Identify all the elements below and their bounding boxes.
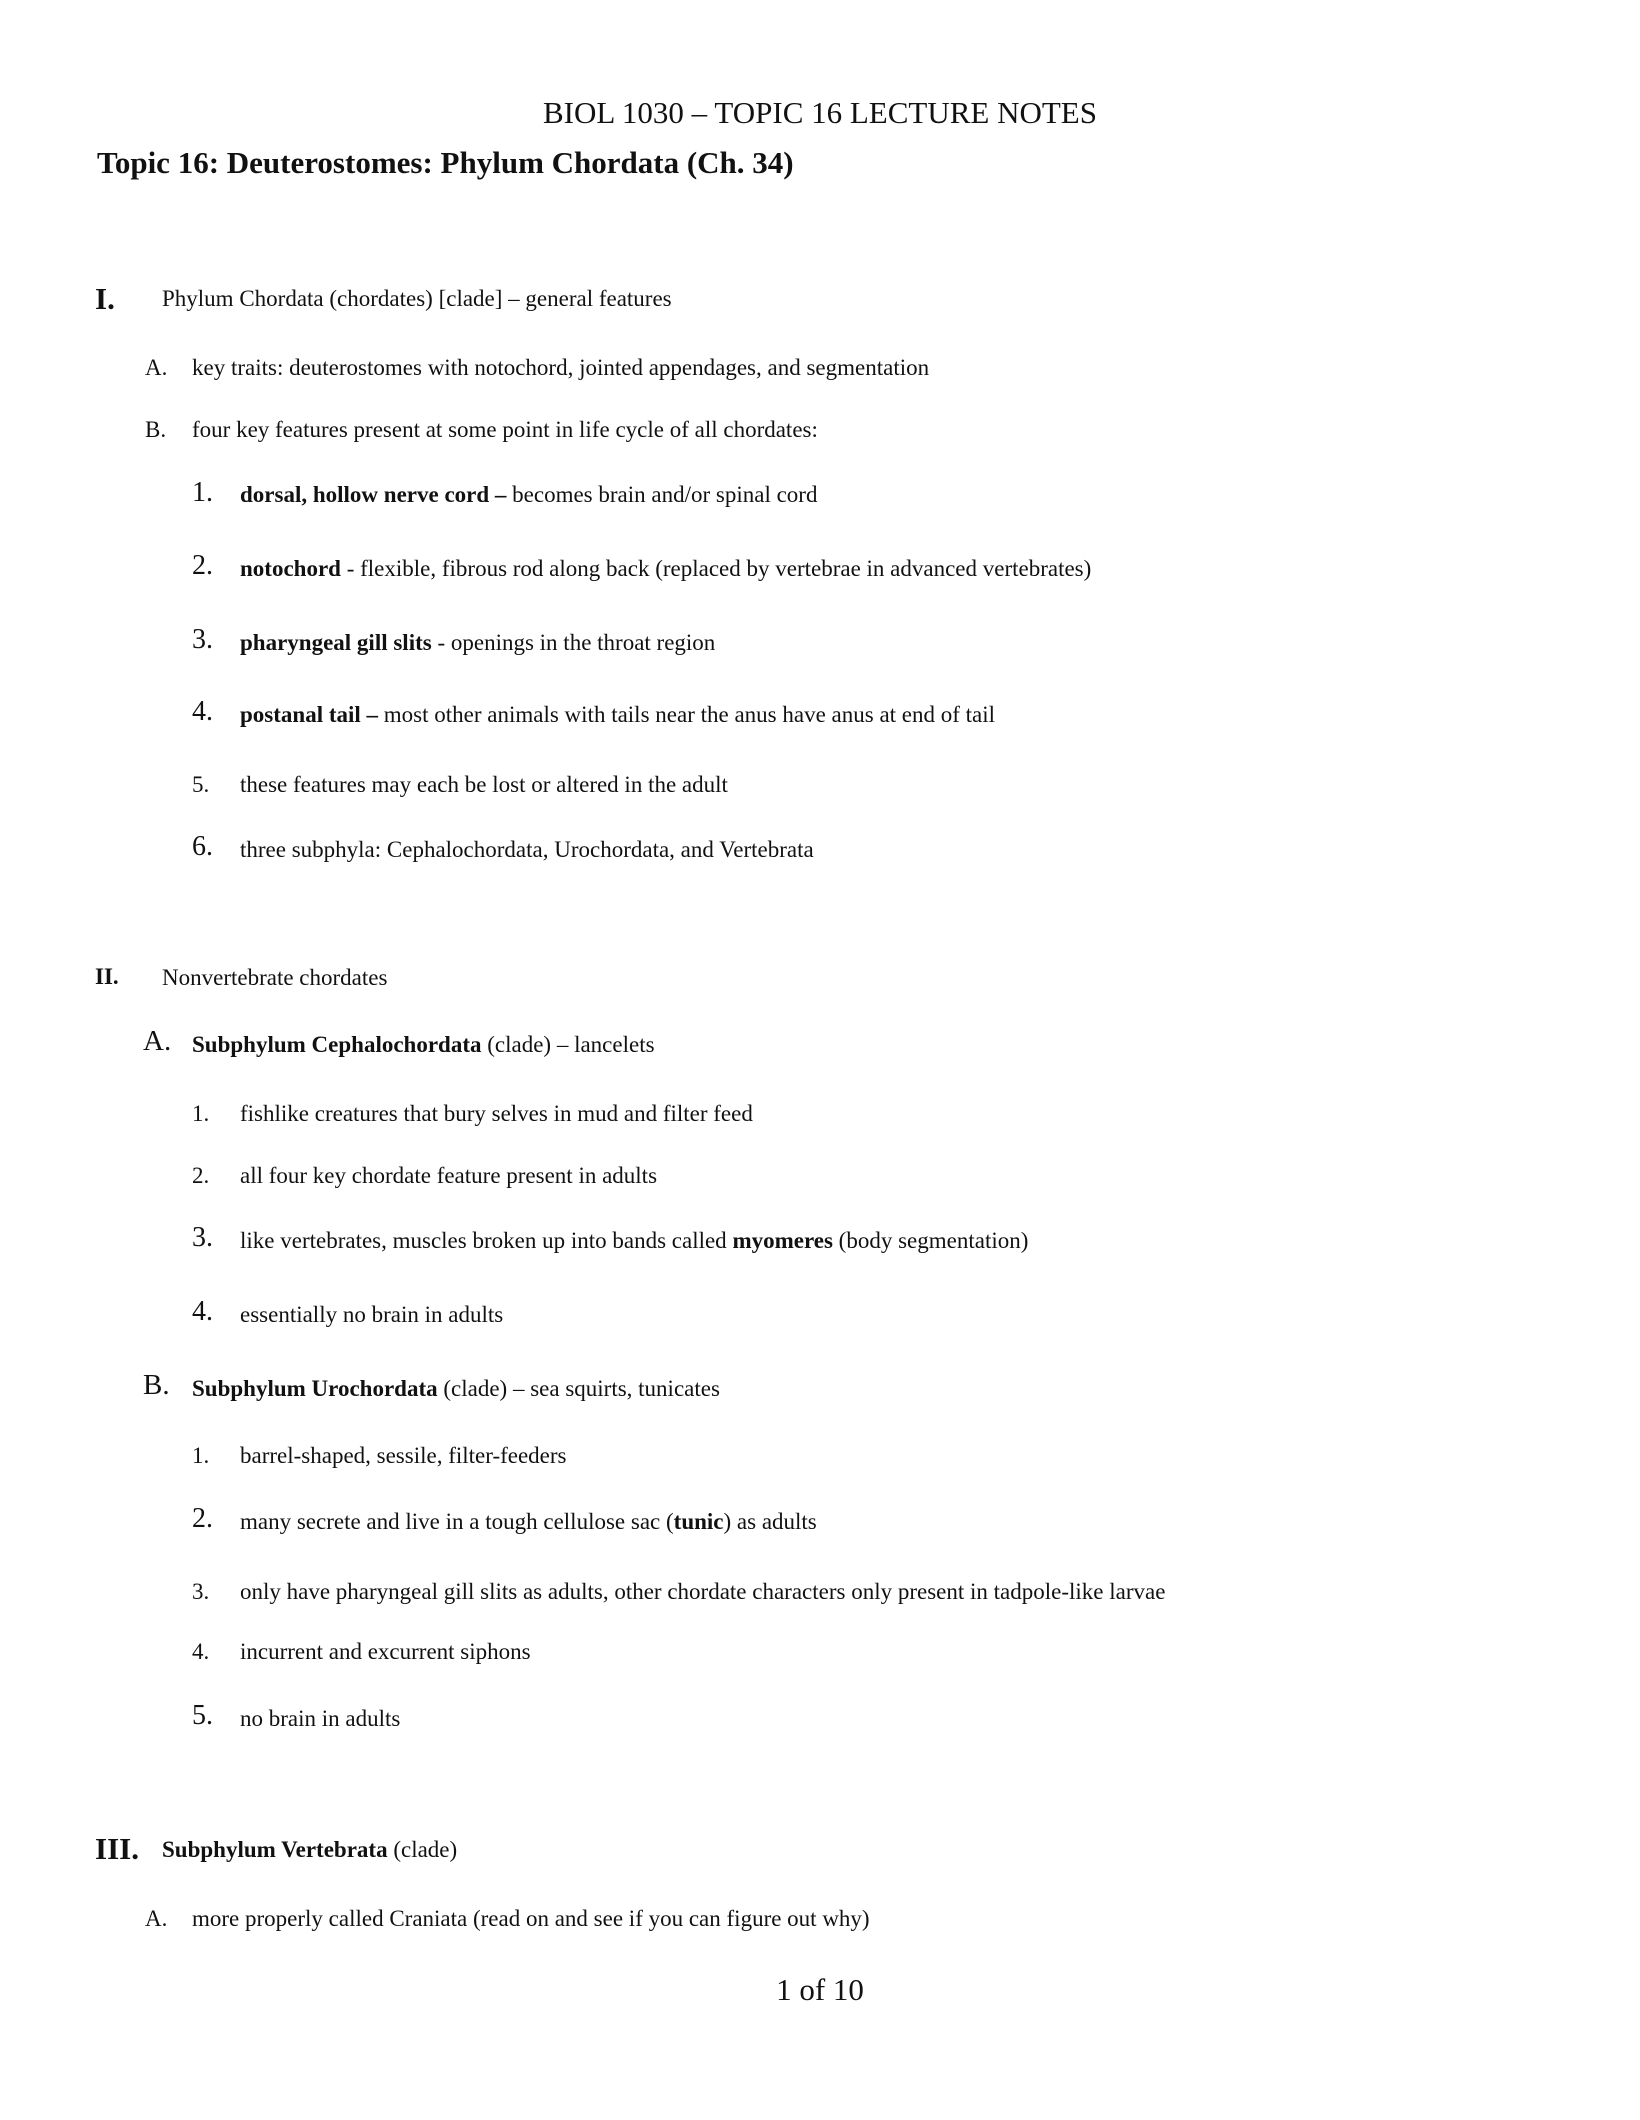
section-title: Nonvertebrate chordates	[162, 965, 388, 990]
subitem-text: all four key chordate feature present in adults	[240, 1163, 658, 1188]
item-label: A.	[143, 1025, 172, 1057]
section-title: Phylum Chordata (chordates) [clade] – general features	[162, 286, 672, 311]
subitem-text: essentially no brain in adults	[240, 1302, 504, 1327]
item-text: key traits: deuterostomes with notochord, jointed appendages, and segmentation	[192, 355, 930, 380]
subitem-text: incurrent and excurrent siphons	[240, 1639, 531, 1664]
subitem-text: postanal tail – most other animals with tails near the anus have anus at end of tail	[240, 702, 996, 727]
subitem-label: 2.	[192, 550, 213, 581]
subitem-text: these features may each be lost or altered in the adult	[240, 772, 728, 797]
section-numeral: II.	[95, 964, 119, 989]
page-title: Topic 16: Deuterostomes: Phylum Chordata (Ch. 34)	[97, 145, 794, 180]
subitem-text: only have pharyngeal gill slits as adults, other chordate characters only present in tadpole-like larvae	[240, 1579, 1166, 1604]
subitem-label: 3.	[192, 624, 213, 655]
subitem-text: barrel-shaped, sessile, filter-feeders	[240, 1443, 567, 1468]
item-text: Subphylum Cephalochordata (clade) – lancelets	[192, 1032, 655, 1057]
subitem-text: many secrete and live in a tough cellulose sac (tunic) as adults	[240, 1509, 817, 1534]
item-label: A.	[145, 355, 168, 380]
section-numeral: I.	[95, 281, 115, 316]
section-title: Subphylum Vertebrata (clade)	[162, 1837, 458, 1862]
item-text: more properly called Craniata (read on and see if you can figure out why)	[192, 1906, 870, 1931]
item-label: B.	[145, 417, 167, 442]
subitem-label: 4.	[192, 696, 213, 727]
subitem-text: dorsal, hollow nerve cord – becomes brain and/or spinal cord	[240, 482, 818, 507]
subitem-label: 1.	[192, 1101, 210, 1126]
subitem-label: 5.	[192, 772, 210, 797]
item-text: Subphylum Urochordata (clade) – sea squirts, tunicates	[192, 1376, 720, 1401]
subitem-label: 1.	[192, 1443, 210, 1468]
subitem-text: fishlike creatures that bury selves in mud and filter feed	[240, 1101, 753, 1126]
subitem-label: 2.	[192, 1163, 210, 1188]
subitem-label: 2.	[192, 1503, 213, 1534]
subitem-text: no brain in adults	[240, 1706, 401, 1731]
subitem-label: 4.	[192, 1296, 213, 1327]
subitem-label: 1.	[192, 477, 213, 508]
subitem-text: notochord - flexible, fibrous rod along back (replaced by vertebrae in advanced vertebrates)	[240, 556, 1092, 581]
subitem-text: pharyngeal gill slits - openings in the throat region	[240, 630, 716, 655]
subitem-label: 6.	[192, 831, 213, 862]
page-number: 1 of 10	[776, 1972, 864, 2007]
item-label: A.	[145, 1906, 168, 1931]
subitem-label: 4.	[192, 1639, 210, 1664]
subitem-label: 3.	[192, 1579, 210, 1604]
subitem-label: 5.	[192, 1700, 213, 1731]
subitem-text: three subphyla: Cephalochordata, Urochordata, and Vertebrata	[240, 837, 814, 862]
section-numeral: III.	[95, 1831, 139, 1866]
page-header: BIOL 1030 – TOPIC 16 LECTURE NOTES	[543, 95, 1097, 130]
item-text: four key features present at some point in life cycle of all chordates:	[192, 417, 818, 442]
item-label: B.	[143, 1369, 170, 1401]
subitem-text: like vertebrates, muscles broken up into bands called myomeres (body segmentation)	[240, 1228, 1029, 1253]
subitem-label: 3.	[192, 1222, 213, 1253]
